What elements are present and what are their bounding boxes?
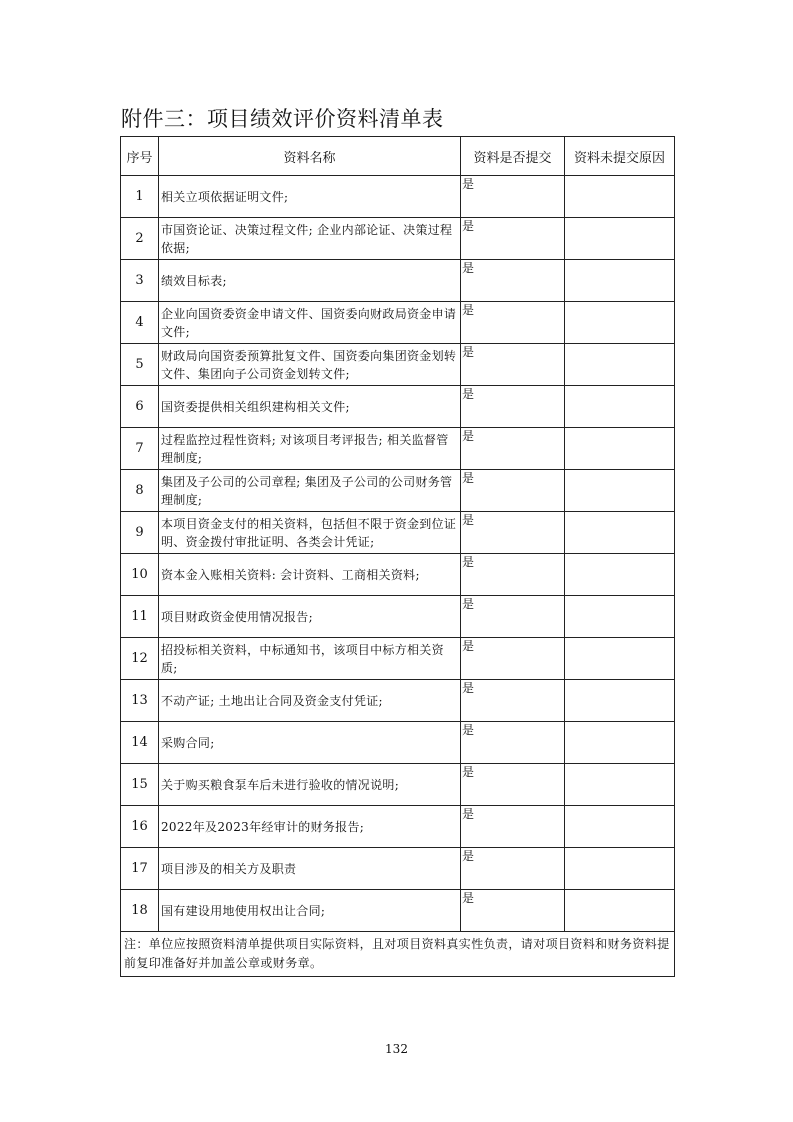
row-index: 14 xyxy=(121,722,159,764)
row-document-name: 不动产证; 土地出让合同及资金支付凭证; xyxy=(159,680,461,722)
row-document-name: 项目涉及的相关方及职责 xyxy=(159,848,461,890)
row-index: 4 xyxy=(121,302,159,344)
row-document-name: 市国资论证、决策过程文件; 企业内部论证、决策过程依据; xyxy=(159,218,461,260)
row-reason xyxy=(565,596,675,638)
row-reason xyxy=(565,302,675,344)
row-reason xyxy=(565,176,675,218)
row-submitted: 是 xyxy=(461,554,565,596)
row-reason xyxy=(565,260,675,302)
table-row xyxy=(121,512,675,554)
row-submitted: 是 xyxy=(461,596,565,638)
row-reason xyxy=(565,554,675,596)
row-reason xyxy=(565,890,675,932)
row-submitted: 是 xyxy=(461,806,565,848)
row-index: 6 xyxy=(121,386,159,428)
row-index: 17 xyxy=(121,848,159,890)
table-row xyxy=(121,806,675,848)
row-reason xyxy=(565,806,675,848)
header-reason: 资料未提交原因 xyxy=(565,137,675,176)
row-reason xyxy=(565,722,675,764)
row-document-name: 财政局向国资委预算批复文件、国资委向集团资金划转文件、集团向子公司资金划转文件; xyxy=(159,344,461,386)
row-document-name: 关于购买粮食泵车后未进行验收的情况说明; xyxy=(159,764,461,806)
table-header-row xyxy=(121,137,675,176)
row-index: 3 xyxy=(121,260,159,302)
row-document-name: 相关立项依据证明文件; xyxy=(159,176,461,218)
row-index: 16 xyxy=(121,806,159,848)
row-index: 12 xyxy=(121,638,159,680)
row-index: 1 xyxy=(121,176,159,218)
row-index: 5 xyxy=(121,344,159,386)
row-document-name: 国有建设用地使用权出让合同; xyxy=(159,890,461,932)
page-number: 132 xyxy=(385,1042,408,1056)
table-row xyxy=(121,764,675,806)
table-row xyxy=(121,848,675,890)
table-row xyxy=(121,176,675,218)
row-document-name: 国资委提供相关组织建构相关文件; xyxy=(159,386,461,428)
row-submitted: 是 xyxy=(461,344,565,386)
row-document-name: 企业向国资委资金申请文件、国资委向财政局资金申请文件; xyxy=(159,302,461,344)
row-index: 7 xyxy=(121,428,159,470)
row-document-name: 绩效目标表; xyxy=(159,260,461,302)
table-row xyxy=(121,890,675,932)
row-reason xyxy=(565,470,675,512)
table-row xyxy=(121,302,675,344)
header-submitted: 资料是否提交 xyxy=(461,137,565,176)
table-row xyxy=(121,470,675,512)
row-index: 2 xyxy=(121,218,159,260)
table-row xyxy=(121,638,675,680)
document-title: 附件三：项目绩效评价资料清单表 xyxy=(121,107,444,131)
row-reason xyxy=(565,218,675,260)
row-index: 8 xyxy=(121,470,159,512)
table-row xyxy=(121,428,675,470)
header-name: 资料名称 xyxy=(159,137,461,176)
table-body xyxy=(121,176,675,932)
row-submitted: 是 xyxy=(461,428,565,470)
row-document-name: 资本金入账相关资料: 会计资料、工商相关资料; xyxy=(159,554,461,596)
note-text: 注：单位应按照资料清单提供项目实际资料，且对项目资料真实性负责，请对项目资料和财务资料提前复印准备好并加盖公章或财务章。 xyxy=(121,932,675,977)
row-reason xyxy=(565,764,675,806)
row-submitted: 是 xyxy=(461,302,565,344)
row-document-name: 过程监控过程性资料; 对该项目考评报告; 相关监督管理制度; xyxy=(159,428,461,470)
table-row xyxy=(121,680,675,722)
row-submitted: 是 xyxy=(461,764,565,806)
table-row xyxy=(121,260,675,302)
table-row xyxy=(121,344,675,386)
row-index: 9 xyxy=(121,512,159,554)
row-submitted: 是 xyxy=(461,386,565,428)
table-row xyxy=(121,218,675,260)
materials-checklist-table xyxy=(120,136,675,977)
row-submitted: 是 xyxy=(461,890,565,932)
row-index: 13 xyxy=(121,680,159,722)
row-index: 18 xyxy=(121,890,159,932)
row-document-name: 项目财政资金使用情况报告; xyxy=(159,596,461,638)
row-document-name: 集团及子公司的公司章程; 集团及子公司的公司财务管理制度; xyxy=(159,470,461,512)
row-index: 10 xyxy=(121,554,159,596)
row-submitted: 是 xyxy=(461,260,565,302)
row-document-name: 2022年及2023年经审计的财务报告; xyxy=(159,806,461,848)
table-row xyxy=(121,722,675,764)
row-submitted: 是 xyxy=(461,176,565,218)
row-reason xyxy=(565,512,675,554)
row-reason xyxy=(565,386,675,428)
header-index: 序号 xyxy=(121,137,159,176)
row-document-name: 本项目资金支付的相关资料，包括但不限于资金到位证明、资金拨付审批证明、各类会计凭证; xyxy=(159,512,461,554)
table-row xyxy=(121,596,675,638)
row-document-name: 采购合同; xyxy=(159,722,461,764)
row-submitted: 是 xyxy=(461,218,565,260)
row-submitted: 是 xyxy=(461,848,565,890)
row-index: 15 xyxy=(121,764,159,806)
row-reason xyxy=(565,344,675,386)
row-submitted: 是 xyxy=(461,722,565,764)
row-reason xyxy=(565,680,675,722)
row-document-name: 招投标相关资料，中标通知书，该项目中标方相关资质; xyxy=(159,638,461,680)
row-index: 11 xyxy=(121,596,159,638)
row-submitted: 是 xyxy=(461,470,565,512)
row-submitted: 是 xyxy=(461,680,565,722)
row-submitted: 是 xyxy=(461,512,565,554)
note-row xyxy=(121,932,675,977)
row-reason xyxy=(565,848,675,890)
table-row xyxy=(121,386,675,428)
row-reason xyxy=(565,638,675,680)
row-submitted: 是 xyxy=(461,638,565,680)
row-reason xyxy=(565,428,675,470)
table-row xyxy=(121,554,675,596)
